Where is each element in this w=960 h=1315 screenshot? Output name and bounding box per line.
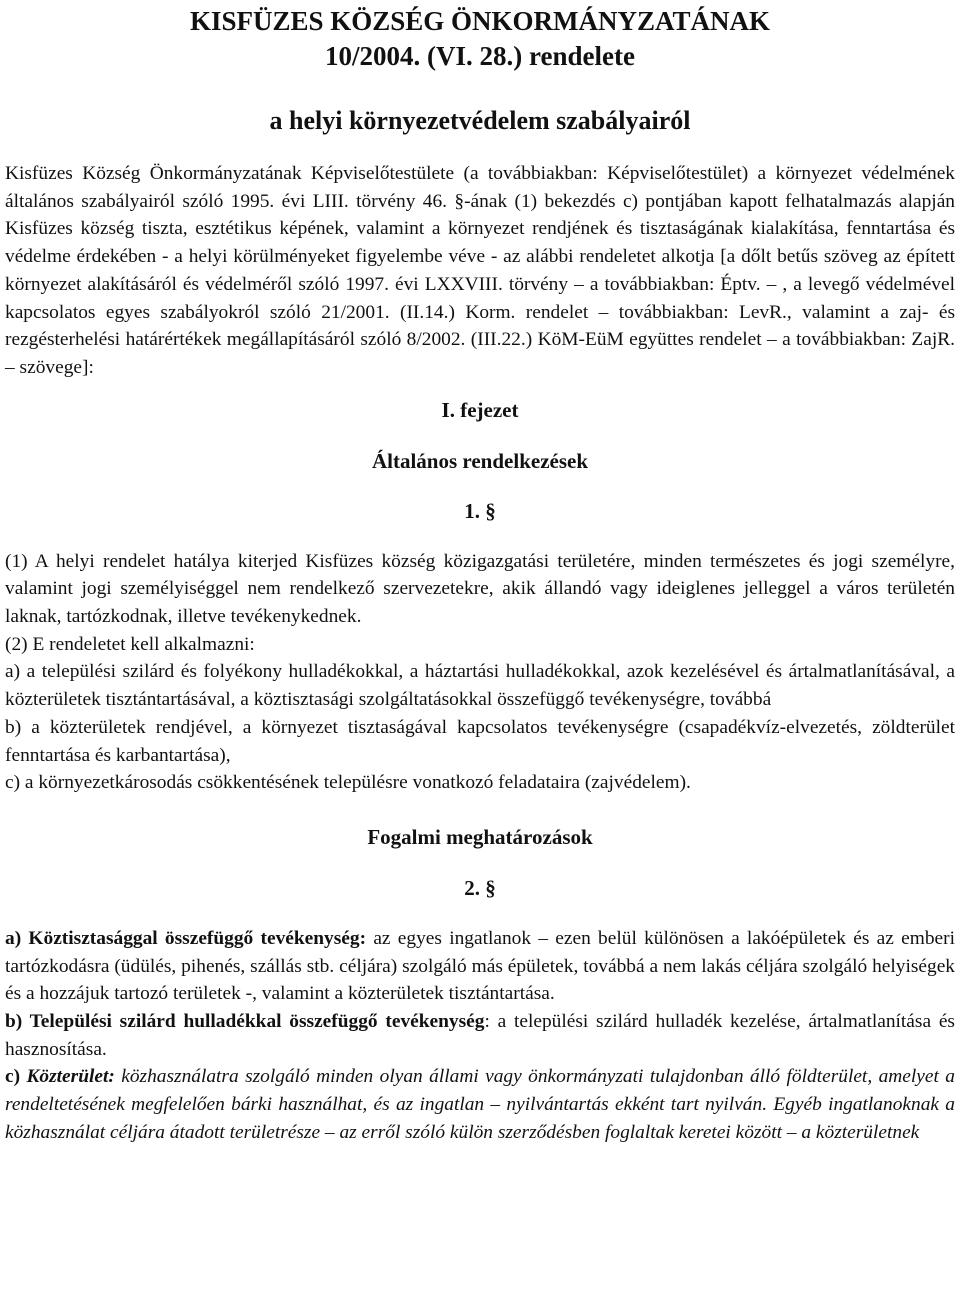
definition-b	[5, 1008, 955, 1063]
chapter-title: Általános rendelkezések	[371, 448, 589, 473]
section-1-paragraph-2: (2) E rendeletet kell alkalmazni:	[5, 633, 255, 655]
document-title-line2: 10/2004. (VI. 28.) rendelete	[325, 41, 635, 71]
section-1-paragraph-1: (1) A helyi rendelet hatálya kiterjed Kisfüzes község közigazgatási területére, minden természetes és jogi személyre, valamint jogi személyiséggel nem rendelkező szervezetekre, akik állandó vagy ideiglenes jelleggel a város területén laknak, tartózkodnak, illetve tevékenykednek.	[5, 550, 955, 628]
section-1-item-c: c) a környezetkárosodás csökkentésének településre vonatkozó feladataira (zajvédelem).	[5, 772, 691, 794]
section-1-heading: 1. §	[464, 498, 496, 523]
definition-c-label: c)	[5, 1066, 27, 1088]
definition-b-text: : a települési szilárd hulladék kezelése, ártalmatlanítása és hasznosítása.	[5, 1011, 955, 1060]
preamble-part-2: §-ának (1) bekezdés c) pontjában kapott felhatalmazás alapján Kisfüzes község tiszta, esztétikus képének, valamint a környezet rendjének és tisztaságának kialakítása, fenntartása és védelme érdekében - a helyi körülményeket figyelembe véve - az alábbi rendeletet alkotja [a dőlt betűs szöveg az épített környezet alakításáról és védelméről szóló 1997. évi LXXVIII. törvény – a továbbiakban: Éptv. – , a levegő védelmével kapcsolatos egyes szabályokról szóló 21/2001. (II.14.) Korm. rendelet – továbbiakban: LevR., valamint a zaj- és rezgésterhelési határértékek megállapításáról szóló 8/2002. (III.22.) KöM-EüM együttes rendelet – a továbbiakban: ZajR. – szövege]:	[5, 190, 955, 378]
definition-a	[5, 925, 955, 1008]
definition-c-text: közhasználatra szolgáló minden olyan állami vagy önkormányzati tulajdonban álló földterület, amelyet a rendeltetésének megfelelően bárki használhat, és az ingatlan – nyilvántartás ekként tart nyilván. Egyéb ingatlanoknak a közhasználat céljára átadott területrésze – az erről szóló külön szerződésben foglaltak keretei között – a közterületnek	[5, 1066, 955, 1143]
section-1-item-b: b) a közterületek rendjével, a környezet tisztaságával kapcsolatos tevékenységre (csapadékvíz-elvezetés, zöldterület fenntartása és karbantartása),	[5, 716, 955, 766]
document-subject-title: a helyi környezetvédelem szabályairól	[269, 106, 691, 135]
definition-c-term: Közterület:	[26, 1066, 115, 1088]
document-title-line1: KISFÜZES KÖZSÉG ÖNKORMÁNYZATÁNAK	[189, 6, 771, 36]
section-1-item-a: a) a települési szilárd és folyékony hulladékokkal, a háztartási hulladékokkal, azok kezelésével és ártalmatlanításával, a közterületek tisztántartásával, a köztisztasági szolgáltatásokkal összefüggő tevékenységre, továbbá	[5, 661, 955, 711]
definition-a-term: a) Köztisztasággal összefüggő tevékenység:	[5, 927, 367, 949]
definition-b-term: b) Települési szilárd hulladékkal összefüggő tevékenység	[5, 1011, 485, 1033]
section-2-heading: 2. §	[464, 875, 496, 900]
definition-a-text: az egyes ingatlanok – ezen belül különösen a lakóépületek és az emberi tartózkodásra (üdülés, pihenés, szállás stb. céljára) szolgáló más épületek, továbbá a nem lakás céljára szolgáló helyiségek és a hozzájuk tartozó területek -, valamint a közterületek tisztántartása.	[5, 927, 955, 1005]
chapter-heading: I. fejezet	[441, 397, 519, 422]
definition-c	[5, 1063, 955, 1146]
preamble-paragraph	[5, 160, 955, 382]
preamble-part-1: Kisfüzes Község Önkormányzatának Képviselőtestülete (a továbbiakban: Képviselőtestület) a környezet védelmének általános szabályairól szóló 1995. évi LIII. törvény 46.	[5, 163, 955, 212]
definitions-title: Fogalmi meghatározások	[367, 824, 593, 849]
